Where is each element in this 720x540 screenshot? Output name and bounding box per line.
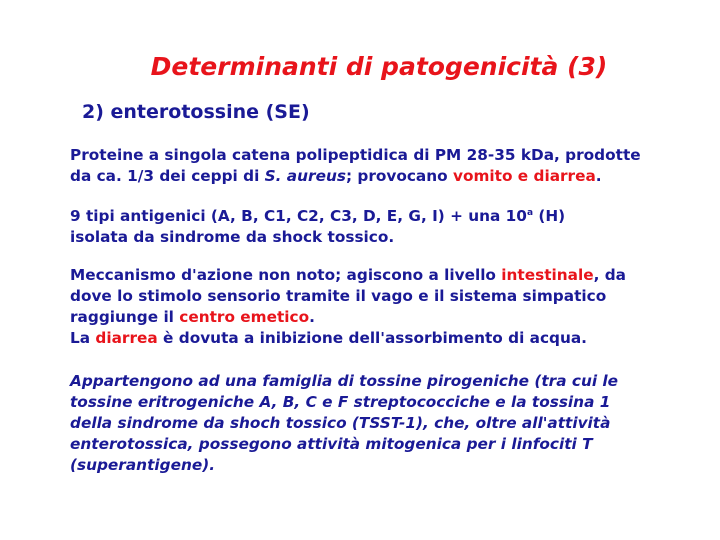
p3-text-b: , da	[593, 266, 627, 284]
paragraph-proteins	[70, 145, 670, 187]
p1-text-c: .	[595, 167, 602, 185]
highlight-intestinale: intestinale	[501, 266, 594, 284]
p2-text-b: (H)	[533, 207, 566, 226]
p1-text-b: ; provocano	[345, 167, 453, 185]
p1-text-a: da ca. 1/3 dei ceppi di	[70, 167, 265, 185]
p4-line-1: Appartengono ad una famiglia di tossine pirogeniche (tra cui le	[70, 372, 619, 390]
p3-line-4	[70, 328, 670, 349]
p2-text-a: 9 tipi antigenici (A, B, C1, C2, C3, D, E, G, I) + una 10	[70, 207, 527, 226]
p3-text-a: Meccanismo d'azione non noto; agiscono a livello	[70, 266, 502, 284]
highlight-centro-emetico: centro emetico	[179, 308, 310, 326]
highlight-vomito-diarrea: vomito e diarrea	[452, 167, 596, 185]
p1-line-2	[70, 166, 670, 187]
highlight-diarrea: diarrea	[95, 329, 158, 347]
paragraph-superantigen	[70, 371, 670, 476]
paragraph-antigenic-types	[70, 203, 670, 248]
species-name: S. aureus	[264, 167, 346, 185]
p3-line-1	[70, 265, 670, 286]
p2-line-1	[70, 203, 670, 227]
p3-line-2: dove lo stimolo sensorio tramite il vago e il sistema simpatico	[70, 287, 607, 305]
p4-line-2: tossine eritrogeniche A, B, C e F streptococciche e la tossina 1	[70, 393, 611, 411]
p4-line-4: enterotossica, possegono attività mitogenica per i linfociti T	[70, 435, 593, 453]
paragraph-mechanism	[70, 265, 670, 349]
p1-line-1: Proteine a singola catena polipeptidica di PM 28-35 kDa, prodotte	[70, 146, 641, 164]
slide-title	[0, 52, 720, 81]
p4-line-5: (superantigene).	[70, 456, 216, 474]
p2-superscript: a	[526, 208, 534, 218]
p3-text-c: raggiunge il	[70, 308, 180, 326]
p3-text-e: La	[70, 329, 96, 347]
p4-line-3: della sindrome da shoch tossico (TSST-1), che, oltre all'attività	[70, 414, 611, 432]
slide-title-text: Determinanti di patogenicità (3)	[150, 52, 608, 81]
p3-text-d: .	[309, 308, 315, 326]
p3-line-3	[70, 307, 670, 328]
p2-line-2: isolata da sindrome da shock tossico.	[70, 228, 395, 247]
section-heading: 2) enterotossine (SE)	[82, 101, 310, 123]
p3-text-f: è dovuta a inibizione dell'assorbimento di acqua.	[157, 329, 587, 347]
